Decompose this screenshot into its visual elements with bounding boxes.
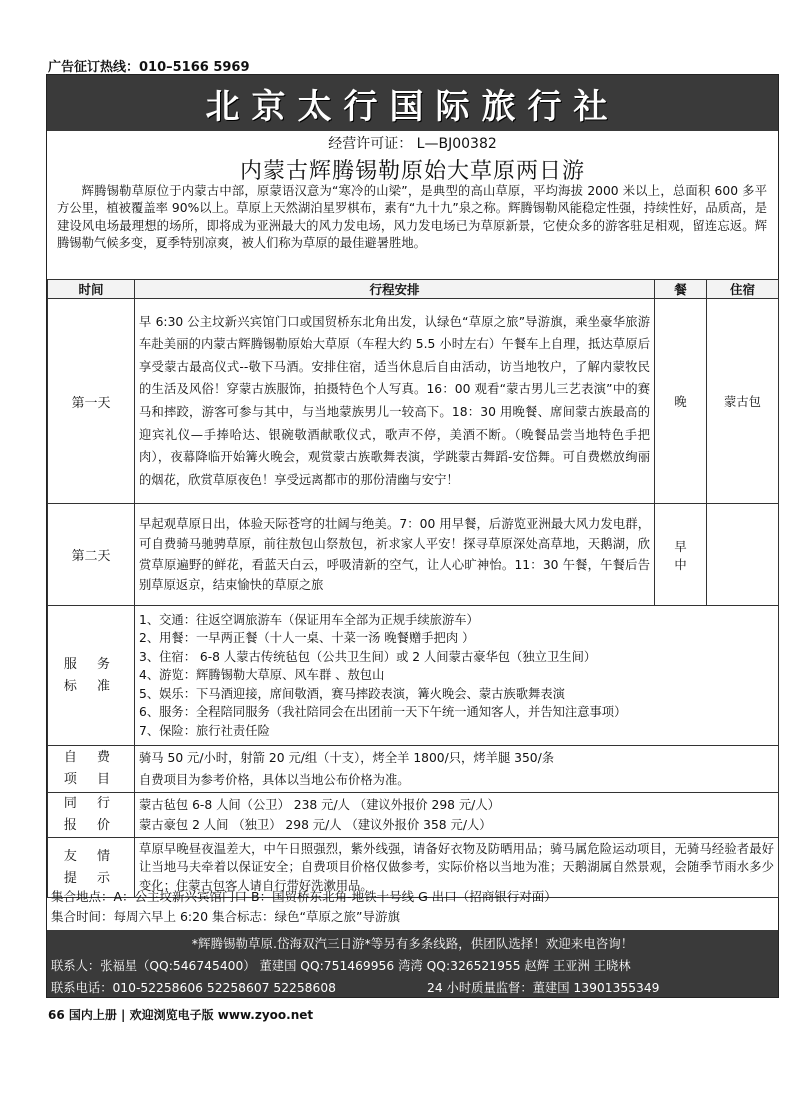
price-label: [48, 793, 135, 838]
selfpay-items: [135, 746, 779, 793]
itinerary-table: [47, 279, 779, 898]
price-label-2: 报 价: [63, 818, 119, 833]
service-items: [135, 606, 779, 746]
service-item: 4、游览：辉腾锡勒大草原、风车群 、敖包山: [139, 668, 385, 683]
service-label-1: 服 务: [63, 656, 119, 672]
intro-paragraph: 辉腾锡勒草原位于内蒙古中部，原蒙语汉意为“寒冷的山梁”，是典型的高山草原，平均海拔 2000 米以上，总面积 600 多平方公里，植被覆盖率 90%以上。草原上天然湖泊星罗棋布，素有“九十九”泉之称。辉腾锡勒风能稳定性强，持续性好，品质高，是建设风电场最理想的场所，即将成为亚洲最大的风力发电场，风力发电场已为草原新景，它使众多的游客驻足相观，留连忘返。辉腾锡勒气候多变，夏季特别凉爽，被人们称为草原的最佳避暑胜地。: [57, 184, 767, 251]
license-number: 经营许可证： L—BJ00382: [328, 136, 497, 152]
price-row: [48, 793, 779, 838]
price-line: 蒙古毡包 6-8 人间（公卫） 238 元/人 （建议外报价 298 元/人）: [139, 798, 500, 812]
selfpay-line: 自费项目为参考价格，具体以当地公布价格为准。: [139, 773, 410, 787]
day2-meal-breakfast: 早: [674, 539, 687, 554]
selfpay-row: [48, 746, 779, 793]
service-item: 1、交通：往返空调旅游车（保证用车全部为正规手续旅游车）: [139, 612, 479, 627]
meeting-time: 集合时间：每周六早上 6:20 集合标志：绿色“草原之旅”导游旗: [51, 909, 400, 924]
price-line: 蒙古豪包 2 人间 （独卫） 298 元/人 （建议外报价 358 元/人）: [139, 818, 492, 832]
contacts: 联系人：张福星（QQ:546745400） 董建国 QQ:751469956 湾湾 QQ:326521955 赵辉 王亚洲 王晓林: [51, 959, 631, 973]
selfpay-label-1: 自 费: [63, 750, 119, 765]
service-item: 2、用餐：一早两正餐（十人一桌、十菜一汤 晚餐赠手把肉 ）: [139, 631, 475, 646]
day2-label: 第二天: [48, 504, 135, 606]
ad-frame: [46, 74, 779, 998]
day2-schedule: 早起观草原日出，体验天际苍穹的壮阔与绝美。7：00 用早餐，后游览亚洲最大风力发电群，可自费骑马驰骋草原，前往敖包山祭敖包，祈求家人平安！探寻草原深处高草地，天鹅湖，欣赏草原遍野的鲜花，看蓝天白云，呼吸清新的空气，让人心旷神怡。11：30 午餐，午餐后告别草原返京，结束愉快的草原之旅: [135, 504, 655, 606]
service-item: 3、住宿： 6-8 人蒙古传统毡包（公共卫生间）或 2 人间蒙古豪华包（独立卫生间）: [139, 649, 597, 664]
day1-label: 第一天: [48, 299, 135, 504]
header-schedule: 行程安排: [135, 280, 655, 299]
day1-lodging: 蒙古包: [707, 299, 779, 504]
selfpay-label-2: 项 目: [63, 772, 119, 787]
ad-hotline: 广告征订热线：010–5166 5969: [48, 60, 250, 75]
page-footer: 66 国内上册 | 欢迎浏览电子版 www.zyoo.net: [48, 1008, 314, 1022]
service-item: 7、保险：旅行社责任险: [139, 723, 270, 738]
table-header-row: [48, 280, 779, 299]
tips-label-1: 友 情: [63, 848, 119, 864]
price-label-1: 同 行: [63, 796, 119, 811]
agency-title-bar: [47, 75, 778, 131]
day1-schedule: 早 6:30 公主坟新兴宾馆门口或国贸桥东北角出发，认绿色“草原之旅”导游旗，乘坐豪华旅游车赴美丽的内蒙古辉腾锡勒原始大草原（车程大约 5.5 小时左右）午餐车上自理，抵达草原后享受蒙古最高仪式--敬下马酒。安排住宿，适当休息后自由活动，访当地牧户，了解内蒙牧民的生活及风俗！穿蒙古族服饰，拍摄特色个人写真。16：00 观看“蒙古男儿三艺表演”中的赛马和摔跤，游客可参与其中，与当地蒙族男儿一较高下。18：30 用晚餐、席间蒙古族最高的迎宾礼仪—手捧哈达、银碗敬酒献歌仪式，歌声不停，美酒不断。（晚餐品尝当地特色手把肉），夜幕降临开始篝火晚会，观赏蒙古族歌舞表演，学跳蒙古舞蹈-安岱舞。可自费燃放绚丽的烟花，欣赏草原夜色！享受远离都市的那份清幽与安宁！: [135, 299, 655, 504]
phones: 联系电话：010-52258606 52258607 52258608: [51, 981, 336, 995]
service-label-2: 标 准: [63, 678, 119, 694]
header-meal: 餐: [655, 280, 707, 299]
day2-meal-lunch: 中: [674, 557, 687, 572]
tour-title: 内蒙古辉腾锡勒原始大草原两日游: [239, 159, 585, 184]
quality-supervision: 24 小时质量监督：董建国 13901355349: [427, 981, 660, 995]
meeting-place: 集合地点：A：公主坟新兴宾馆门口 B：国贸桥东北角-地铁十号线 G 出口（招商银行对面）: [51, 889, 557, 904]
selfpay-label: [48, 746, 135, 793]
tips-text: 草原早晚昼夜温差大，中午日照强烈，紫外线强，请备好衣物及防晒用品；骑马属危险运动项目，无骑马经验者最好让当地马夫牵着以保证安全；自费项目价格仅做参考，实际价格以当地为准；天鹅湖属自然景观，会随季节雨水多少变化；住蒙古包客人请自行带好洗漱用品。: [135, 838, 779, 898]
service-row: [48, 606, 779, 746]
service-item: 6、服务：全程陪同服务（我社陪同会在出团前一天下午统一通知客人，并告知注意事项）: [139, 705, 627, 720]
header-time: 时间: [48, 280, 135, 299]
contact-bar: [47, 930, 778, 997]
service-label: [48, 606, 135, 746]
day1-meal: 晚: [655, 299, 707, 504]
selfpay-line: 骑马 50 元/小时，射箭 20 元/组（十支），烤全羊 1800/只，烤羊腿 350/条: [139, 751, 555, 765]
day2-row: [48, 504, 779, 606]
tips-label-2: 提 示: [63, 870, 119, 886]
promo-text: *辉腾锡勒草原.岱海双汽三日游*等另有多条线路，供团队选择！欢迎来电咨询！: [191, 936, 634, 951]
day2-lodging: [707, 504, 779, 606]
price-items: [135, 793, 779, 838]
day1-row: [48, 299, 779, 504]
header-lodging: 住宿: [707, 280, 779, 299]
service-item: 5、娱乐：下马酒迎接，席间敬酒，赛马摔跤表演，篝火晚会、蒙古族歌舞表演: [139, 686, 565, 701]
agency-name: 北京太行国际旅行社: [205, 86, 620, 127]
day2-meal: [655, 504, 707, 606]
